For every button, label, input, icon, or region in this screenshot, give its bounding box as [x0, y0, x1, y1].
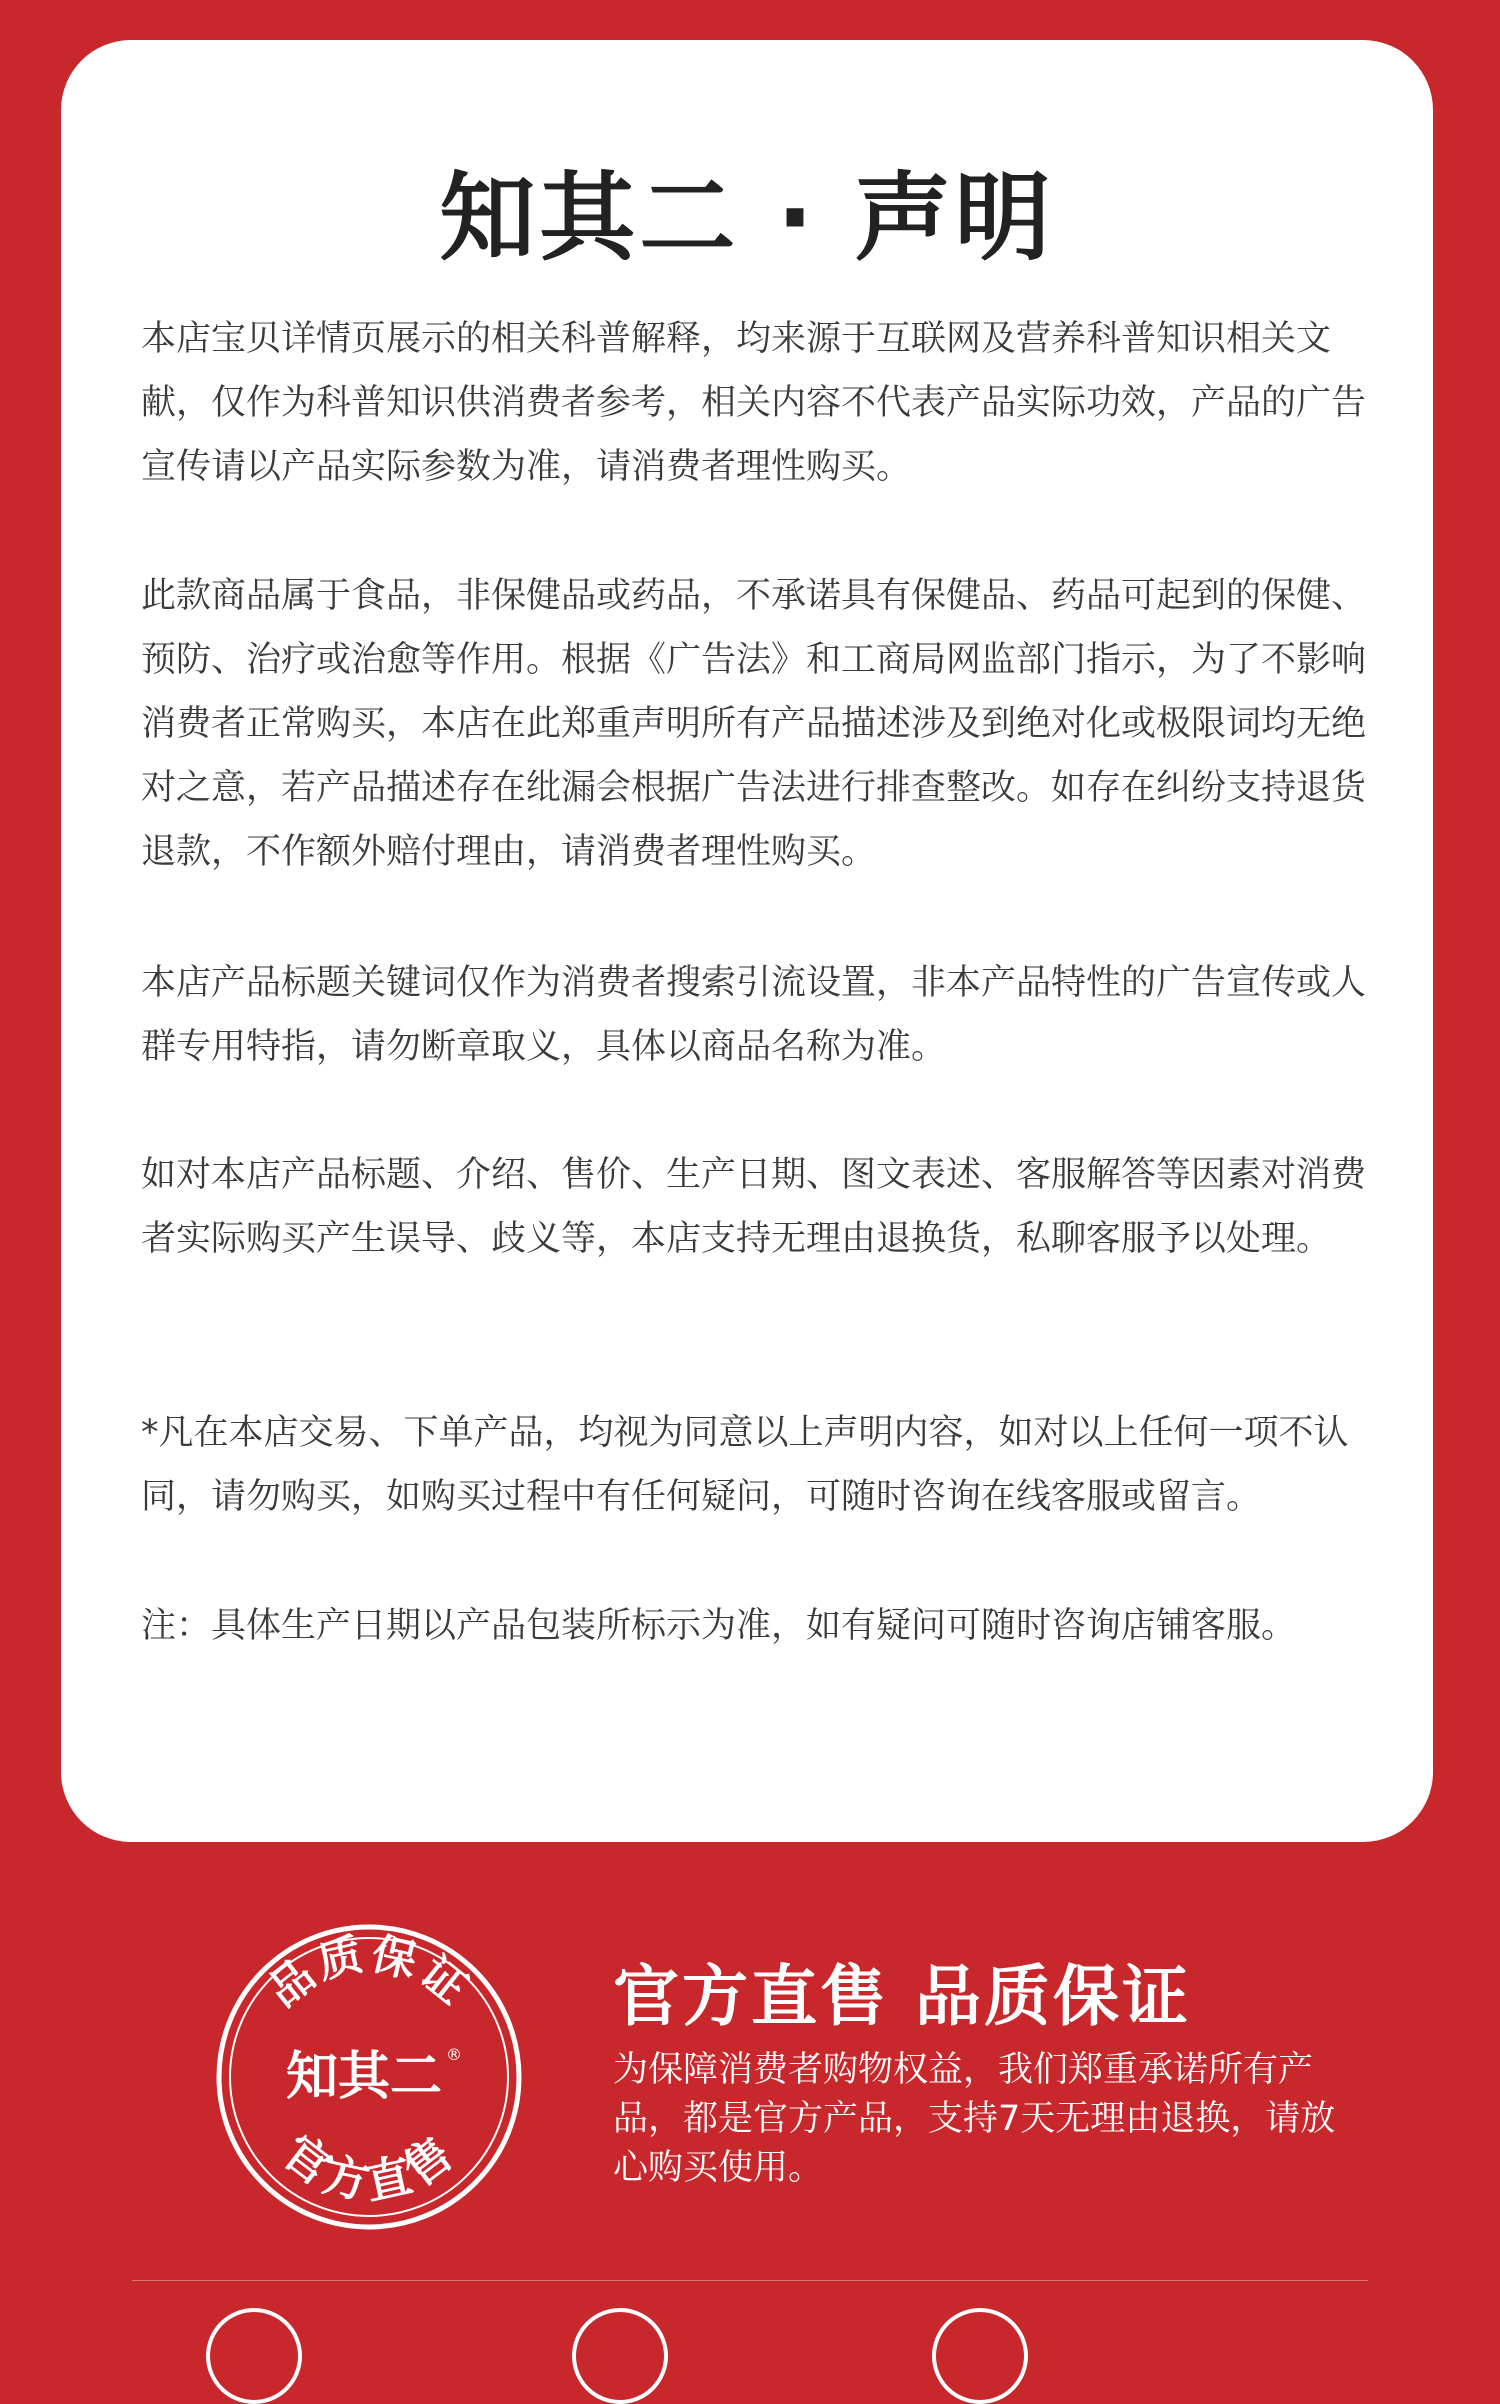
- seal-registered-mark: ®: [446, 2045, 462, 2064]
- guarantee-section: [0, 1842, 1500, 2322]
- guarantee-text: 为保障消费者购物权益，我们郑重承诺所有产品，都是官方产品，支持7天无理由退换，请放心购买使用。: [613, 2050, 1336, 2188]
- svg-text:品质保证: [259, 1928, 480, 2017]
- circle-icon: [932, 2308, 1028, 2404]
- guarantee-slogan: 官方直售 品质保证: [613, 1958, 1191, 2035]
- declaration-paragraph-4: 如对本店产品标题、介绍、售价、生产日期、图文表述、客服解答等因素对消费者实际购买产生误导、歧义等，本店支持无理由退换货，私聊客服予以处理。: [141, 1155, 1367, 1259]
- seal-bottom-text: 官方直售: [272, 2124, 466, 2211]
- seal-icon: [214, 1922, 524, 2232]
- declaration-paragraph-3: 本店产品标题关键词仅作为消费者搜索引流设置，非本产品特性的广告宣传或人群专用特指，请勿断章取义，具体以商品名称为准。: [141, 963, 1367, 1067]
- declaration-paragraph-6: 注：具体生产日期以产品包装所标示为准，如有疑问可随时咨询店铺客服。: [141, 1606, 1297, 1646]
- seal-brand: 知其二: [285, 2047, 443, 2107]
- declaration-paragraph-1: 本店宝贝详情页展示的相关科普解释，均来源于互联网及营养科普知识相关文献，仅作为科普知识供消费者参考，相关内容不代表产品实际功效，产品的广告宣传请以产品实际参数为准，请消费者理性购买。: [141, 319, 1367, 487]
- seal-top-text: 品质保证: [258, 1928, 480, 2017]
- circle-icon: [572, 2308, 668, 2404]
- divider: [132, 2280, 1368, 2281]
- declaration-title: 知其二 · 声明: [439, 162, 1055, 274]
- declaration-card: [61, 40, 1433, 1842]
- circle-icon: [206, 2308, 302, 2404]
- declaration-paragraph-5: *凡在本店交易、下单产品，均视为同意以上声明内容，如对以上任何一项不认同，请勿购买，如购买过程中有任何疑问，可随时咨询在线客服或留言。: [141, 1413, 1349, 1517]
- declaration-paragraph-2: 此款商品属于食品，非保健品或药品，不承诺具有保健品、药品可起到的保健、预防、治疗或治愈等作用。根据《广告法》和工商局网监部门指示，为了不影响消费者正常购买，本店在此郑重声明所有产品描述涉及到绝对化或极限词均无绝对之意，若产品描述存在纰漏会根据广告法进行排查整改。如存在纠纷支持退货退款，不作额外赔付理由，请消费者理性购买。: [141, 576, 1367, 872]
